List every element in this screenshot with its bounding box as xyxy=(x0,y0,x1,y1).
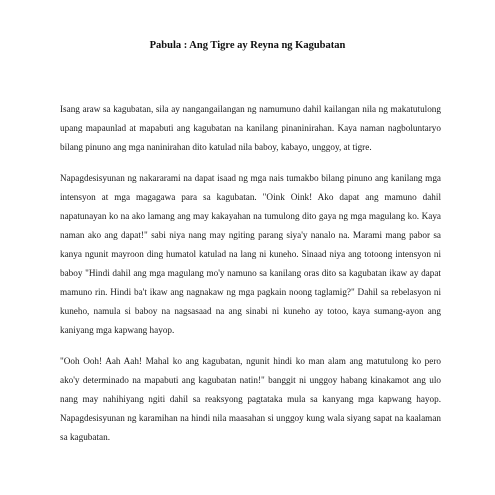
document-title: Pabula : Ang Tigre ay Reyna ng Kagubatan xyxy=(149,40,346,51)
paragraph-2: Napagdesisyunan ng nakararami na dapat isaad ng mga nais tumakbo bilang pinuno ang kanilang mga intensyon at mga magagawa para sa kagubatan. "Oink Oink! Ako dapat ang mamuno dahil napatunayan ko na ako lamang ang may kakayahan na tumulong dito gaya ng mga magulang ko. Kaya naman ako ang dapat!" sabi niya nang may ngiting parang siya'y nanalo na. Marami mang pabor sa kanya ngunit mayroon ding humatol katulad na lang ni kuneho. Sinaad niya ang totoong intensyon ni baboy "Hindi dahil ang mga magulang mo'y namuno sa kanilang oras dito sa kagubatan ikaw ay dapat mamuno rin. Hindi ba't ikaw ang nagnakaw ng mga pagkain noong taglamig?" Dahil sa rebelasyon ni kuneho, namula si baboy na nagsasaad na ang sinabi ni kuneho ay totoo, kaya sumang-ayon ang kaniyang mga kapwang hayop. xyxy=(60,173,441,335)
paragraph-3: "Ooh Ooh! Aah Aah! Mahal ko ang kagubatan, ngunit hindi ko man alam ang matutulong ko pero ako'y determinado na mapabuti ang kagubatan natin!" banggit ni unggoy habang kinakamot ang ulo nang may nahihiyang ngiti dahil sa reaksyong pagtataka mula sa kanyang mga kapwang hayop. Napagdesisyunan ng karamihan na hindi nila maasahan si unggoy kung wala siyang sapat na kaalaman sa kagubatan. xyxy=(60,356,441,442)
paragraph-1: Isang araw sa kagubatan, sila ay nangangailangan ng namumuno dahil kailangan nila ng makatutulong upang mapaunlad at mapabuti ang kagubatan na kanilang pinaninirahan. Kaya naman nagboluntaryo bilang pinuno ang mga naninirahan dito katulad nila baboy, kabayo, unggoy, at tigre. xyxy=(60,104,441,152)
document-body xyxy=(60,100,441,459)
